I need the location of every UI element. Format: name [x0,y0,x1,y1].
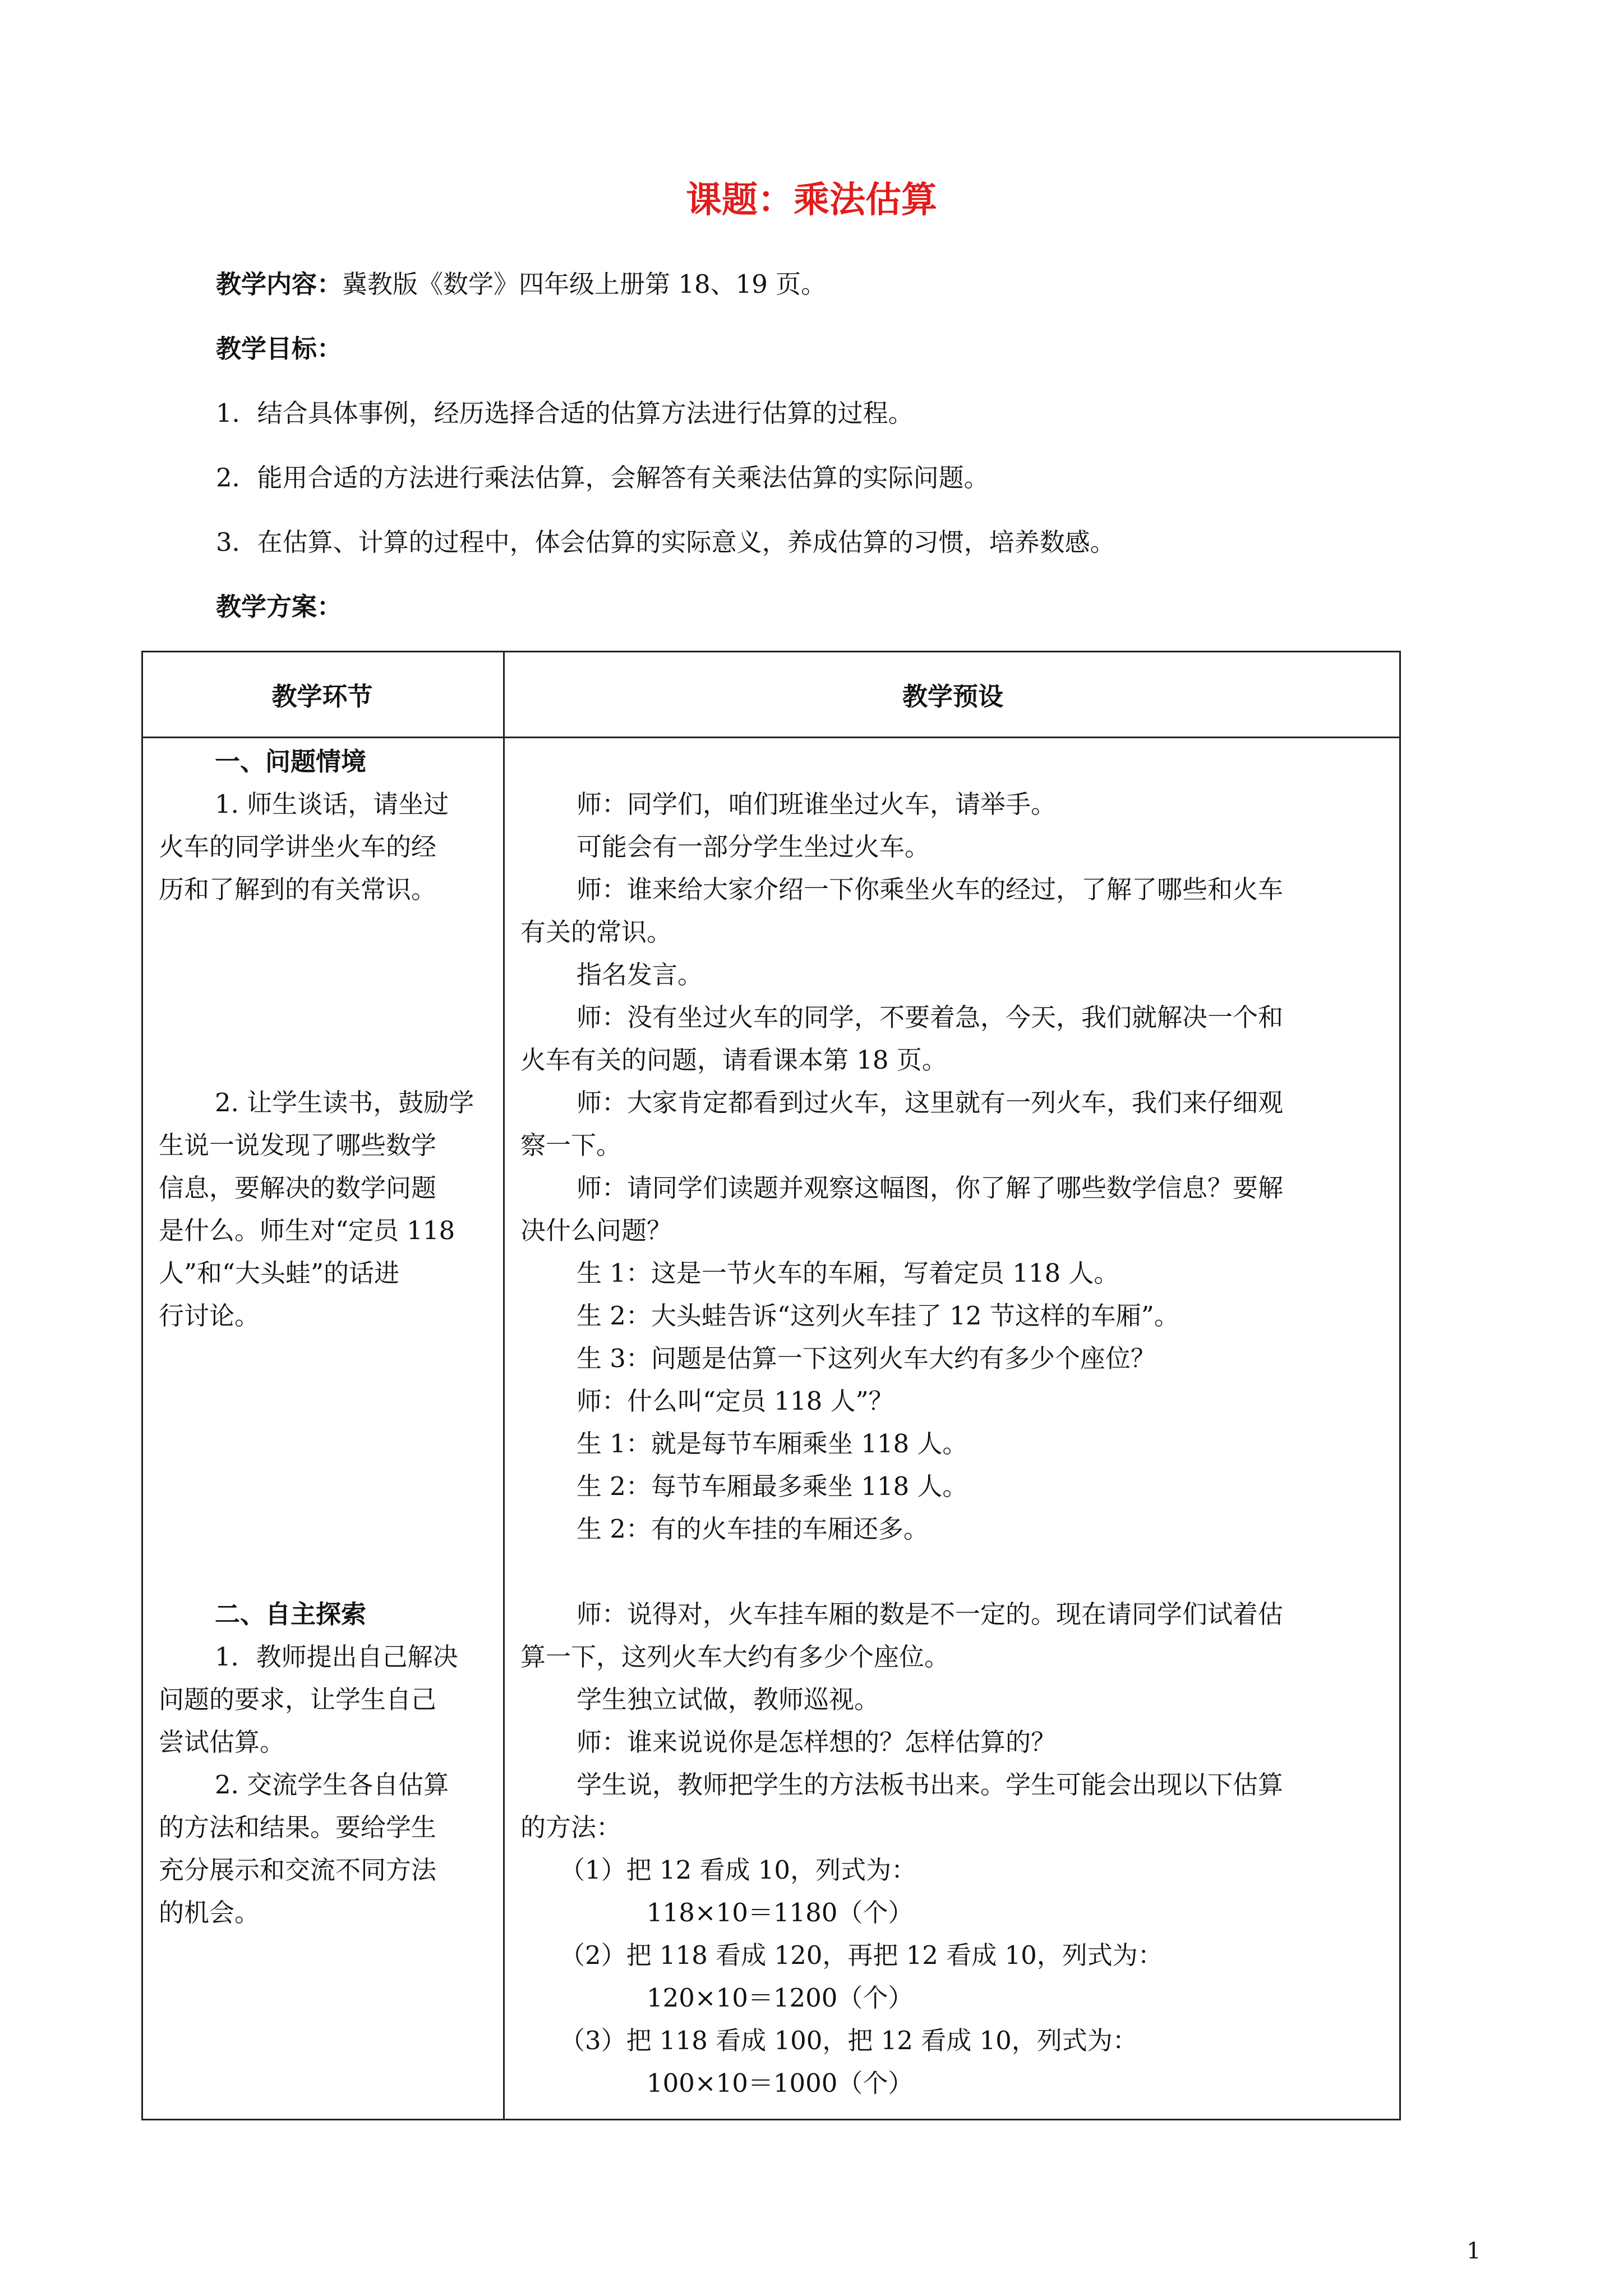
goal-item: 3．在估算、计算的过程中，体会估算的实际意义，养成估算的习惯，培养数感。 [216,527,1115,557]
table-header-divider [141,737,1401,738]
teaching-content-label: 教学内容： [216,269,343,299]
dialogue-line: 决什么问题？ [520,1216,672,1245]
dialogue-line: 师：什么叫“定员 118 人”？ [577,1386,894,1416]
stage-text-line: 信息，要解决的数学问题 [159,1173,437,1203]
section-title: 二、自主探索 [215,1599,367,1629]
dialogue-line: 师：谁来给大家介绍一下你乘坐火车的经过，了解了哪些和火车 [577,875,1284,904]
dialogue-line: 生 2：每节车厢最多乘坐 118 人。 [577,1471,968,1501]
stage-text-line: 问题的要求，让学生自己 [159,1685,437,1714]
section-title: 一、问题情境 [215,747,367,776]
dialogue-line: 师：谁来说说你是怎样想的？怎样估算的？ [577,1727,1057,1757]
table-header-plan: 教学预设 [902,682,1003,711]
teaching-content-text: 冀教版《数学》四年级上册第 18、19 页。 [342,269,827,299]
equation-line: 120×10＝1200（个） [647,1983,914,2013]
dialogue-line: 生 3：问题是估算一下这列火车大约有多少个座位？ [577,1343,1156,1373]
stage-text-line: 行讨论。 [159,1301,260,1331]
dialogue-line: 师：同学们，咱们班谁坐过火车，请举手。 [577,789,1057,819]
dialogue-line: 指名发言。 [577,960,703,990]
method-line: （2）把 118 看成 120，再把 12 看成 10，列式为： [560,1940,1163,1970]
stage-text-line: 人”和“大头蛙”的话进 [159,1258,400,1288]
dialogue-line: 可能会有一部分学生坐过火车。 [577,832,930,862]
dialogue-line: 生 2：有的火车挂的车厢还多。 [577,1514,929,1544]
blank-line [520,1550,1387,1593]
stage-text-line: 充分展示和交流不同方法 [159,1855,437,1885]
goal-item: 1．结合具体事例，经历选择合适的估算方法进行估算的过程。 [216,398,914,428]
dialogue-line: 火车有关的问题，请看课本第 18 页。 [520,1045,947,1075]
page-title: 课题：乘法估算 [686,180,937,221]
dialogue-line: 有关的常识。 [520,917,672,947]
table-header-stage: 教学环节 [271,682,373,711]
dialogue-line: 学生独立试做，教师巡视。 [577,1685,880,1714]
stage-text-line: 的方法和结果。要给学生 [159,1812,437,1842]
dialogue-line: 生 1：就是每节车厢乘坐 118 人。 [577,1429,968,1458]
stage-text-line: 生说一说发现了哪些数学 [159,1130,437,1160]
method-line: （3）把 118 看成 100，把 12 看成 10，列式为： [560,2026,1138,2055]
teaching-content-line [216,264,826,300]
stage-text-line: 2. 交流学生各自估算 [215,1770,449,1800]
table-column-divider [503,651,505,2120]
stage-text-line: 1. 师生谈话，请坐过 [215,789,449,819]
dialogue-line: 师：大家肯定都看到过火车，这里就有一列火车，我们来仔细观 [577,1088,1284,1117]
page-number: 1 [1467,2238,1481,2264]
teaching-stage-column [159,740,493,1934]
dialogue-line: 学生说，教师把学生的方法板书出来。学生可能会出现以下估算 [577,1770,1284,1800]
goal-item: 2．能用合适的方法进行乘法估算，会解答有关乘法估算的实际问题。 [216,463,989,493]
stage-text-line: 1．教师提出自己解决 [215,1642,458,1672]
dialogue-line: 生 1：这是一节火车的车厢，写着定员 118 人。 [577,1258,1119,1288]
stage-text-line: 是什么。师生对“定员 118 [159,1216,455,1245]
stage-text-line: 2. 让学生读书，鼓励学 [215,1088,474,1117]
dialogue-line: 师：说得对，火车挂车厢的数是不一定的。现在请同学们试着估 [577,1599,1284,1629]
dialogue-line: 算一下，这列火车大约有多少个座位。 [520,1642,950,1672]
stage-text-line: 尝试估算。 [159,1727,285,1757]
stage-text-line: 历和了解到的有关常识。 [159,875,437,904]
dialogue-line: 察一下。 [520,1130,622,1160]
equation-line: 118×10＝1180（个） [647,1898,914,1927]
stage-text-line: 的机会。 [159,1898,260,1927]
dialogue-line: 的方法： [520,1812,622,1842]
dialogue-line: 生 2：大头蛙告诉“这列火车挂了 12 节这样的车厢”。 [577,1301,1179,1331]
teaching-goals-heading: 教学目标： [216,334,343,364]
dialogue-line: 师：请同学们读题并观察这幅图，你了解了哪些数学信息？要解 [577,1173,1284,1203]
stage-text-line: 火车的同学讲坐火车的经 [159,832,437,862]
teaching-plan-column [520,783,1387,2105]
method-line: （1）把 12 看成 10，列式为： [560,1855,917,1885]
dialogue-line: 师：没有坐过火车的同学，不要着急，今天，我们就解决一个和 [577,1002,1284,1032]
equation-line: 100×10＝1000（个） [647,2068,914,2098]
teaching-plan-heading: 教学方案： [216,592,343,622]
